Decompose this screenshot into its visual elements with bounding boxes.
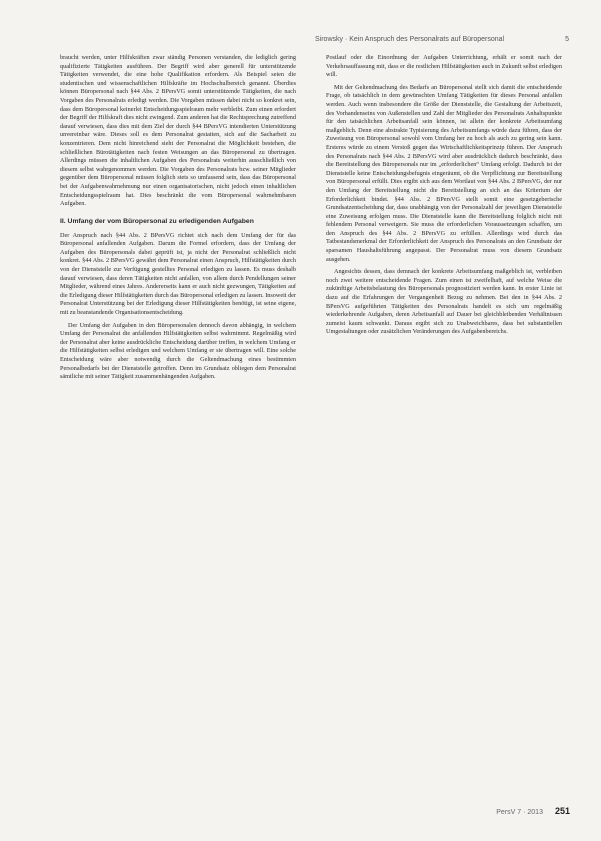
page-number: 251 — [554, 806, 570, 816]
journal-issue: PersV 7 · 2013 — [496, 809, 543, 816]
paragraph: Mit der Geltendmachung des Bedarfs an Büropersonal stellt sich damit die entscheidende Frage, ob tatsächlich in dem gewünschten Umfang Tätigkeiten für dieses Personal anfallen werden. Auch wenn insbesondere die Größe der Dienststelle, die Gestaltung der Arbeitszeit, des Vorhandenseins von Außenstellen und Zahl der Mitglieder des Personalrats Anhaltspunkte für den tatsächlichen Arbeitsanfall sein können, ist allein der konkrete Arbeitsumfang maßgeblich. Denn eine abstrakte Typisierung des Arbeitsumfangs würde dazu führen, dass der Zuweisung von Büropersonal sowohl vom Umfang her zu hoch als auch zu gering sein kann. Ersteres würde zu einem Verstoß gegen das Wirtschaftlichkeitsprinzip führen. Der Anspruch des Personalrats nach §44 Abs. 2 BPersVG wird aber ausdrücklich dadurch beschränkt, dass die Bereitstellung des Büropersonals nur im „erforderlichen“ Umfang erfolgt. Dadurch ist der Dienststelle keine Entscheidungsbefugnis eingeräumt, ob die Verpflichtung zur Bereitstellung von Büropersonal erfüllt. Dies ergibt sich aus dem Wortlaut von §44 Abs. 2 BPersVG, der nur den Umfang der Bereitstellung nicht die Bereitstellung an sich an das Kriterium der Erforderlichkeit bindet. §44 Abs. 2 BPersVG stellt somit eine gesetzgeberische Grundsatzentscheidung dar, dass unabhängig von der Personalzahl der jeweiligen Dienststelle eine Zuweisung erfolgen muss. Die Dienststelle kann die Bereitstellung folglich nicht mit fehlendem Personal verweigern. Sie muss die erforderlichen Voraussetzungen schaffen, um den Anspruch des §44 Abs. 2 BPersVG zu erfüllen. Allerdings wird durch das Tatbestandsmerkmal der Erforderlichkeit der Anspruch des Personalrats an den Grundsatz der sparsamen Haushaltsführung angepasst. Der Personalrat muss von diesem Grundsatz ausgehen. — [326, 83, 562, 263]
running-header — [315, 36, 569, 43]
running-title: Sirowsky · Kein Anspruch des Personalrats auf Büropersonal — [315, 36, 505, 43]
page-footer — [470, 806, 570, 816]
page-mark: 5 — [565, 36, 569, 43]
paragraph: braucht werden, unter Hilfskräften zwar ständig Personen verstanden, die lediglich gering qualifizierte Tätigkeiten ausführen. Der Begriff wird aber generell für unterstützende Tätigkeiten verwendet, die eine hohe Qualifikation erfordern. Als Beispiel seien die studentischen und wissenschaftlichen Hilfskräfte im Hochschulbereich genannt. Überdies können Büropersonal nach §44 Abs. 2 BPersVG somit unterstützende Tätigkeiten, die nach Vorgaben des Personalrats erledigt werden. Die Vorgaben müssen dabei nicht so konkret sein, dass dem Büropersonal keinerlei Entscheidungsspielraum mehr verbleibt. Zum einen erfordert der Begriff der Hilfskraft dies nicht zwingend. Zum anderen hat die Rechtsprechung zutreffend darauf verwiesen, dass dies mit dem Ziel der durch §44 BPersVG intendierten Unterstützung unvereinbar wäre. Dieses soll es dem Personalrat gestatten, sich auf die Sacharbeit zu konzentrieren. Dem nicht hinreichend sieht der Personalrat die Möglichkeit bestehen, die schließlichen Bürotätigkeiten nach festen Weisungen an das Büropersonal zu übertragen. Allerdings müssen die inhaltlichen Aufgaben des Personalrats weiterhin ausschließlich von diesem selbst wahrgenommen werden. Die Vorgaben des Personalrats bzw. seiner Mitglieder gegenüber dem Büropersonal müssen folglich stets so umfassend sein, dass das Büropersonal bei der Aufgabenwahrnehmung nur einen organisatorischen, nicht jedoch einen inhaltlichen Entscheidungsspielraum hat. Dies beschränkt die vom Büropersonal wahrnehmbaren Aufgaben. — [60, 54, 296, 208]
left-column — [60, 54, 296, 386]
paragraph: Postlauf oder die Einordnung der Aufgaben Unterrichtung, erhält er somit nach der Verkehrsauffassung mit, dass er die restlichen Hilfstätigkeiten auch in Zukunft selbst erledigen will. — [326, 54, 562, 79]
section-heading: II. Umfang der vom Büropersonal zu erledigenden Aufgaben — [60, 217, 254, 225]
paragraph: Der Umfang der Aufgaben in den Büropersonalen dennoch davon abhängig, in welchem Umfang der Personalrat die anfallenden Hilfstätigkeiten selbst wahrnimmt. Regelmäßig wird der Personalrat aber keine ausdrückliche Entscheidung darüber treffen, in welchem Umfang er die Hilfstätigkeiten selbst erledigen und welchem Umfang er sie übertragen will. Eine solche Entscheidung wäre aber notwendig durch die Geltendmachung eines bestimmten Personalbedarfs bei der Dienststelle getroffen. Denn im Grundsatz obliegen dem Personalrat sämtliche mit seiner Tätigkeit zusammenhängenden Aufgaben. — [60, 321, 296, 381]
paragraph: Der Anspruch nach §44 Abs. 2 BPersVG richtet sich nach dem Umfang der für das Büropersonal anfallenden Aufgaben. Darum die Formel erfordern, dass der Umfang der Aufgaben des Büropersonals dabei geprüft ist, ja nicht der Personalrat schließlich nicht konkret. §44 Abs. 2 BPersVG gewährt dem Personalrat einen Anspruch, Hilfstätigkeiten durch von der Dienststelle zur Verfügung gestelltes Personal erledigen zu lassen. Es muss deshalb darauf verwiesen, dass deren Tätigkeiten nicht anfallen, von allem durch Pendellungen seiner Mitglieder, während eines Jahres. Andererseits kann er auch nicht gezwungen, Tätigkeiten auf die Erledigung dieser Hilfstätigkeiten durch das Büropersonal erledigen zu lassen. Insoweit der Personalrat Unterstützung bei der Erledigung dieser Hilfstätigkeiten benötigt, ist seine eigene, mit zu beanstandende Organisationsentscheidung. — [60, 231, 296, 317]
right-column — [326, 54, 562, 341]
paragraph: Angesichts dessen, dass demnach der konkrete Arbeitsumfang maßgeblich ist, verbleiben noch zwei weitere entscheidende Fragen. Zum einen ist zweifelhaft, auf welche Weise die zukünftige Arbeitsbelastung des Büropersonals prognostiziert werden kann. In erster Linie ist dazu auf die Erfahrungen der Vergangenheit Bezug zu nehmen. Bei den in §44 Abs. 2 BPersVG aufgeführten Tätigkeiten des Personalrats handelt es sich um regelmäßig wiederkehrende Aufgaben, deren Arbeitsanfall auf Dauer bei gleichbleibenden Verhältnissen zumeist kaum schwankt. Daraus ergibt sich zu Unabweichbares, dass bei substantiellen Umgestaltungen oder zusätzlichen Veränderungen des Aufgabenbereichs. — [326, 268, 562, 336]
